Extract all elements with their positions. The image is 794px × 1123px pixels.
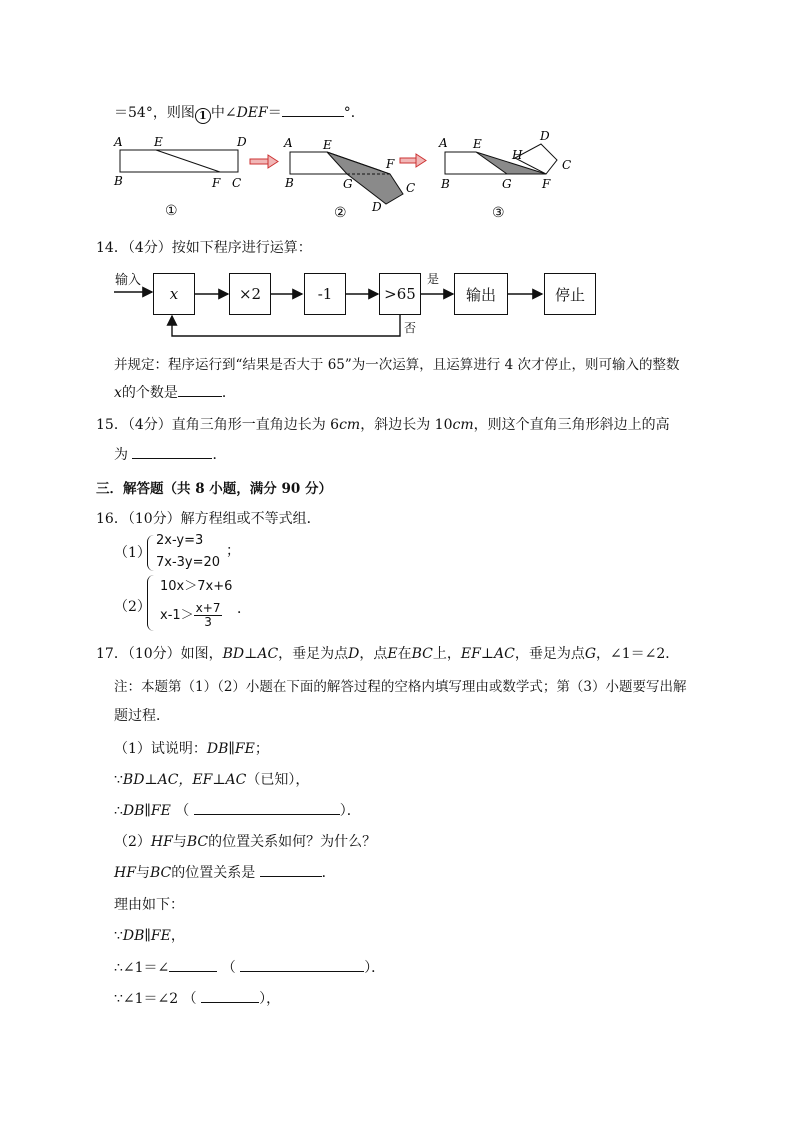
q17-text: 17．（10分）如图，: [96, 646, 223, 662]
q17-text: （: [175, 803, 190, 819]
caption-3: ③: [492, 205, 505, 221]
label-b: B: [441, 177, 450, 191]
q13-text: 中∠: [210, 105, 237, 121]
q17-text: ∵∠1＝∠2 （: [114, 991, 197, 1007]
label-g: G: [343, 177, 353, 191]
reason-blank[interactable]: [201, 988, 259, 1003]
relation: DB∥FE: [122, 928, 171, 944]
answer-blank[interactable]: [178, 382, 222, 397]
point-g: G: [584, 646, 597, 662]
answer-blank[interactable]: [260, 862, 322, 877]
label-c: C: [562, 158, 572, 172]
q17-text: 上，: [432, 646, 461, 662]
reason-blank[interactable]: [194, 800, 340, 815]
flow-input-label: 输入: [115, 273, 142, 288]
q13-text: °．: [343, 105, 365, 121]
q15-text: 15．（4分）直角三角形一直角边长为 6: [96, 417, 340, 433]
fraction: [194, 602, 223, 629]
angle-blank[interactable]: [169, 957, 217, 972]
rect-abcd: [120, 150, 238, 172]
q13-text: ＝: [267, 105, 282, 121]
q17-step1: [114, 738, 269, 758]
label-f: F: [212, 176, 221, 190]
q17-text: ，点: [359, 646, 388, 662]
q17-step6: 理由如下：: [114, 897, 184, 913]
ineq2-left: x-1＞: [160, 608, 194, 623]
label-d: D: [372, 200, 382, 214]
relation: BD⊥AC，EF⊥AC: [122, 772, 247, 788]
q13-tail-line: [114, 102, 365, 124]
fold-line-ef: [156, 150, 220, 172]
q17-text: （2）: [114, 834, 151, 850]
q16-ineq2: [160, 602, 222, 629]
answer-blank[interactable]: [282, 102, 344, 117]
arrow-right-icon: [250, 155, 278, 168]
q17-note-line2: 题过程．: [114, 708, 170, 724]
q17-text: （1）试说明：: [114, 741, 207, 757]
arrow-right-icon: [400, 154, 426, 167]
reason-blank[interactable]: [240, 957, 364, 972]
q16-heading: 16．（10分）解方程组或不等式组．: [96, 511, 321, 527]
fraction-numerator: x+7: [195, 601, 221, 615]
q17-text: ）．: [364, 960, 386, 976]
answer-blank[interactable]: [132, 444, 212, 459]
flow-box-stop: 停止: [544, 273, 596, 315]
label-e: E: [323, 138, 332, 152]
q16-eq2: 7x-3y=20: [156, 555, 221, 570]
because-symbol: ∵: [114, 928, 123, 944]
q14-rule-line2: [114, 382, 236, 402]
because-symbol: ∵: [114, 772, 123, 788]
figure-3: [438, 129, 571, 191]
perp-symbol: ⊥: [480, 646, 494, 662]
q17-text: 与: [172, 834, 187, 850]
figure-1: [113, 135, 247, 190]
q16-part2-end: ．: [237, 601, 251, 617]
q17-text: ，: [170, 928, 185, 944]
label-c: C: [406, 181, 416, 195]
q17-text: ；: [254, 741, 269, 757]
q17-heading: [96, 643, 679, 663]
var-x: x: [114, 385, 122, 401]
q17-text: （: [221, 960, 236, 976]
flow-box-output: 输出: [454, 273, 508, 315]
q17-text: ）．: [339, 803, 361, 819]
q17-step5: [114, 862, 336, 882]
seg-hf: HF: [150, 834, 173, 850]
seg-ac: AC: [494, 646, 515, 662]
caption-1: ①: [165, 203, 178, 219]
brace: [147, 535, 154, 571]
q16-part1-label: （1）: [114, 545, 151, 561]
label-h: H: [512, 148, 523, 162]
q17-step8: [114, 957, 385, 977]
figure-2: [283, 136, 415, 214]
unit-cm: cm: [452, 417, 474, 433]
q17-text: 在: [397, 646, 412, 662]
flow-no-label: 否: [404, 321, 417, 335]
q17-text: （已知），: [246, 772, 310, 788]
label-b: B: [114, 174, 123, 188]
q17-step2: [114, 769, 309, 789]
q16-part1-end: ；: [226, 543, 240, 559]
q16-eq1: 2x-y=3: [156, 533, 204, 548]
q14-text: ．: [221, 385, 236, 401]
q17-text: ∴∠1＝∠: [114, 960, 170, 976]
label-b: B: [285, 176, 294, 190]
q17-step9: [114, 988, 280, 1008]
shaded-triangle: [476, 152, 546, 174]
q15-line1: [96, 414, 670, 434]
seg-bc: BC: [186, 834, 209, 850]
label-e: E: [154, 135, 163, 149]
flow-box-compare: >65: [379, 273, 421, 315]
seg-hf: HF: [114, 865, 136, 881]
q14-heading: 14．（4分）按如下程序进行运算：: [96, 240, 312, 256]
point-d: D: [348, 646, 360, 662]
brace: [147, 575, 154, 631]
label-a: A: [284, 136, 293, 150]
flow-box-times2: ×2: [229, 273, 271, 315]
q17-step4: [114, 831, 376, 851]
folding-figures: [110, 128, 590, 224]
q17-text: ，∠1＝∠2．: [596, 646, 680, 662]
label-g: G: [502, 177, 512, 191]
flow-box-minus1: -1: [304, 273, 346, 315]
label-a: A: [114, 135, 123, 149]
label-c: C: [232, 176, 242, 190]
q17-text: ．: [321, 865, 336, 881]
q17-text: ，垂足为点: [514, 646, 585, 662]
q15-text: ．: [212, 447, 227, 463]
point-e: E: [387, 646, 398, 662]
label-d: D: [540, 129, 550, 143]
q14-text: 的个数是: [121, 385, 178, 401]
caption-2: ②: [334, 205, 347, 221]
q16-ineq1: 10x＞7x+6: [160, 579, 233, 594]
q15-line2: [114, 444, 226, 464]
angle-var: DEF: [236, 105, 268, 121]
label-f: F: [542, 177, 551, 191]
label-e: E: [473, 137, 482, 151]
flow-box-x: x: [153, 273, 195, 315]
seg-ac: AC: [257, 646, 279, 662]
q17-note-line1: 注：本题第（1）（2）小题在下面的解答过程的空格内填写理由或数学式；第（3）小题要写出解: [114, 679, 687, 695]
q17-text: 与: [135, 865, 150, 881]
q17-step3: [114, 800, 361, 820]
relation: DB∥FE: [206, 741, 255, 757]
q14-rule-line1: 并规定：程序运行到“结果是否大于 65”为一次运算，且运算进行 4 次才停止，则可输入的整数: [114, 357, 680, 373]
q17-text: ，垂足为点: [278, 646, 349, 662]
flow-yes-label: 是: [427, 272, 440, 286]
perp-symbol: ⊥: [244, 646, 258, 662]
q17-step7: [114, 925, 185, 945]
unit-cm: cm: [339, 417, 361, 433]
q17-text: 的位置关系是: [171, 865, 256, 881]
seg-bd: BD: [222, 646, 245, 662]
fraction-denominator: 3: [204, 615, 212, 629]
q15-text: ，斜边长为 10: [360, 417, 453, 433]
seg-ef: EF: [460, 646, 481, 662]
q16-part2-label: （2）: [114, 599, 151, 615]
q13-text: ＝54°，则图: [114, 105, 195, 121]
q17-text: 的位置关系如何？为什么？: [208, 834, 377, 850]
circled-number: 1: [195, 108, 211, 124]
label-a: A: [439, 136, 448, 150]
q15-text: ，则这个直角三角形斜边上的高: [473, 417, 670, 433]
q15-text: 为: [114, 447, 128, 463]
label-d: D: [237, 135, 247, 149]
q17-text: ），: [259, 991, 281, 1007]
therefore-symbol: ∴: [114, 803, 123, 819]
seg-bc: BC: [149, 865, 172, 881]
section-3-title: 三．解答题（共 8 小题，满分 90 分）: [96, 481, 332, 497]
seg-bc: BC: [411, 646, 433, 662]
relation: DB∥FE: [122, 803, 171, 819]
label-f: F: [386, 157, 395, 171]
